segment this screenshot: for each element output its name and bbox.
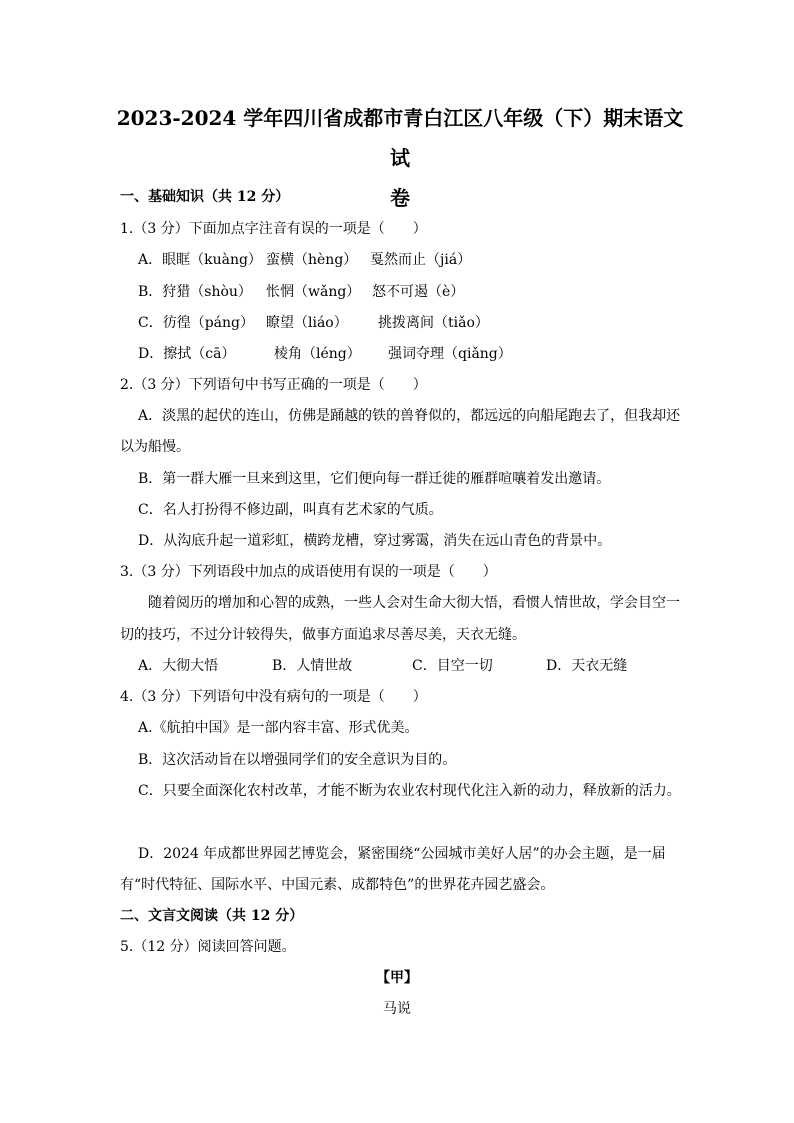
q1-option-a-2: 蛮横（hèng） <box>266 252 358 268</box>
q1-option-c-2: 瞭望（liáo） <box>266 315 348 331</box>
section-heading-2: 二、文言文阅读（共 12 分） <box>120 908 304 924</box>
q1-option-d-3: 强词夺理（qiǎng） <box>388 346 512 362</box>
q2-option-c: C．名人打扮得不修边副，叫真有艺术家的气质。 <box>138 502 443 518</box>
q1-option-c-1: C．彷徨（páng） <box>138 315 254 331</box>
q1-option-a-3: 戛然而止（jiá） <box>370 252 472 268</box>
q3-option-b: B．人情世故 <box>272 658 353 674</box>
q3-passage-line-1: 随着阅历的增加和心智的成熟，一些人会对生命大彻大悟，看惯人情世故，学会目空一 <box>148 595 680 611</box>
question-2-stem: 2.（3 分）下列语句中书写正确的一项是（ ） <box>120 377 427 393</box>
q3-option-a: A．大彻大悟 <box>138 658 219 674</box>
question-1-stem: 1.（3 分）下面加点字注音有误的一项是（ ） <box>120 221 427 237</box>
title-line-1: 2023-2024 学年四川省成都市青白江区八年级（下）期末语文试 <box>116 106 684 170</box>
q3-passage-line-2: 切的技巧，不过分计较得失，做事方面追求尽善尽美，天衣无缝。 <box>120 627 526 643</box>
q3-option-c: C．目空一切 <box>412 658 493 674</box>
q2-option-b: B．第一群大雁一旦来到这里，它们便向每一群迁徙的雁群喧嚷着发出邀请。 <box>138 471 611 487</box>
q1-option-b-1: B．狩猎（shòu） <box>138 284 252 300</box>
passage-label: 【甲】 <box>376 970 418 986</box>
q4-option-b: B．这次活动旨在以增强同学们的安全意识为目的。 <box>138 752 457 768</box>
q1-option-d-2: 棱角（léng） <box>274 346 361 362</box>
q2-option-a-line-1: A．淡黑的起伏的连山，仿佛是踊越的铁的兽脊似的，都远远的向船尾跑去了，但我却还 <box>138 408 681 424</box>
question-5-stem: 5.（12 分）阅读回答问题。 <box>120 939 296 955</box>
q2-option-a-line-2: 以为船慢。 <box>120 439 190 455</box>
title-line-2: 卷 <box>390 186 410 210</box>
q1-option-b-3: 怒不可遏（è） <box>372 284 465 300</box>
q2-option-d: D．从沟底升起一道彩虹，横跨龙槽，穿过雾霭，消失在远山青色的背景中。 <box>138 533 612 549</box>
q4-option-c: C．只要全面深化农村改革，才能不断为农业农村现代化注入新的动力，释放新的活力。 <box>138 783 681 799</box>
q1-option-b-2: 怅惘（wǎng） <box>266 284 361 300</box>
q1-option-c-3: 挑拨离间（tiǎo） <box>378 315 489 331</box>
q4-option-d-line-1: D．2024 年成都世界园艺博览会，紧密围绕“公园城市美好人居”的办会主题，是一届 <box>138 846 666 862</box>
section-heading-1: 一、基础知识（共 12 分） <box>120 189 290 205</box>
q4-option-d-line-2: 有“时代特征、国际水平、中国元素、成都特色”的世界花卉园艺盛会。 <box>120 877 555 893</box>
question-4-stem: 4.（3 分）下列语句中没有病句的一项是（ ） <box>120 689 427 705</box>
q1-option-d-1: D．擦拭（cā） <box>138 346 236 362</box>
q1-option-a-1: A．眼眶（kuàng） <box>138 252 262 268</box>
q4-option-a: A.《航拍中国》是一部内容丰富、形式优美。 <box>138 720 419 736</box>
question-3-stem: 3.（3 分）下列语段中加点的成语使用有误的一项是（ ） <box>120 564 497 580</box>
q3-option-d: D．天衣无缝 <box>546 658 628 674</box>
passage-title: 马说 <box>383 1001 411 1017</box>
